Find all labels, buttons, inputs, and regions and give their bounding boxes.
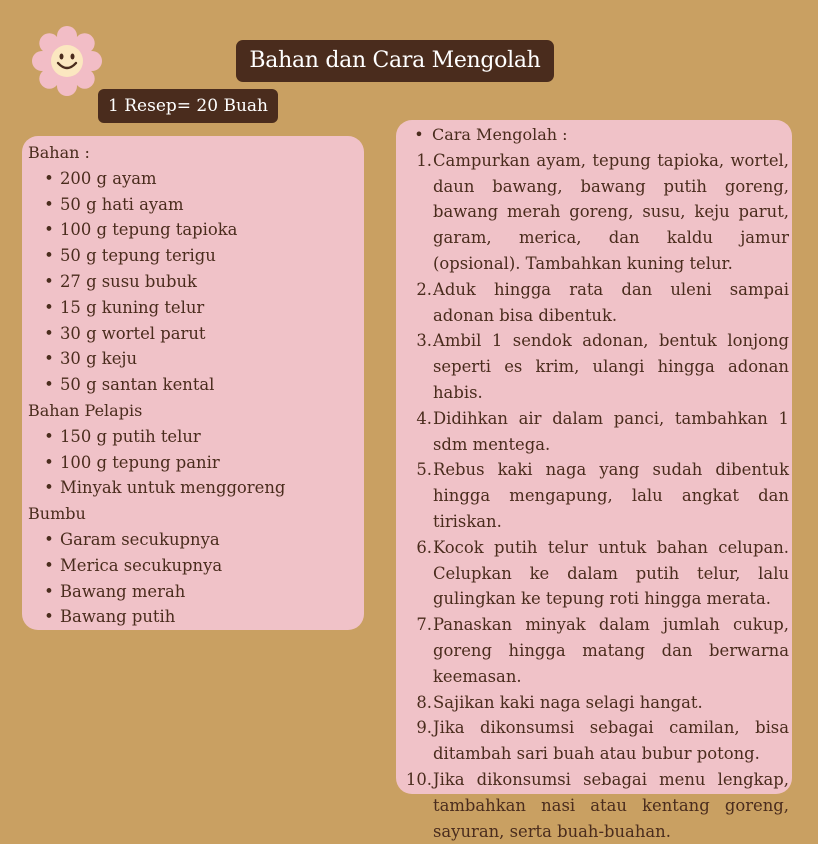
step-text: Panaskan minyak dalam jumlah cukup, goreng hingga matang dan berwarna keemasan. <box>433 615 789 686</box>
section-heading-bahan: Bahan : <box>28 143 90 162</box>
step-item <box>402 690 789 716</box>
section-heading-pelapis: Bahan Pelapis <box>28 400 143 420</box>
step-item <box>402 457 789 534</box>
ingredient-item: • 50 g hati ayam <box>28 192 358 218</box>
ingredient-item: • Bawang merah <box>28 579 358 605</box>
section-heading-bumbu: Bumbu <box>28 504 86 524</box>
step-item <box>402 612 789 689</box>
page-title: Bahan dan Cara Mengolah <box>236 40 554 82</box>
step-number: 8. <box>416 692 432 712</box>
step-text: Jika dikonsumsi sebagai menu lengkap, tambahkan nasi atau kentang goreng, sayuran, serta buah-buahan. <box>433 769 789 841</box>
step-text: Campurkan ayam, tepung tapioka, wortel, daun bawang, bawang putih goreng, bawang merah goreng, susu, keju parut, garam, merica, dan kaldu jamur (opsional). Tambahkan kuning telur. <box>433 150 789 273</box>
ingredient-item: • 30 g keju <box>28 346 358 372</box>
step-number: 5. <box>416 460 432 480</box>
ingredient-item: • 27 g susu bubuk <box>28 269 358 295</box>
ingredient-item: • 50 g santan kental <box>28 372 358 398</box>
step-number: 2. <box>416 279 432 299</box>
step-number: 3. <box>416 331 432 351</box>
step-item <box>402 715 789 767</box>
step-text: Kocok putih telur untuk bahan celupan. Celupkan ke dalam putih telur, lalu gulingkan ke tepung roti hingga merata. <box>433 537 789 609</box>
step-text: Rebus kaki naga yang sudah dibentuk hingga mengapung, lalu angkat dan tiriskan. <box>433 460 789 531</box>
method-panel <box>396 120 792 841</box>
ingredient-item: • 100 g tepung tapioka <box>28 217 358 243</box>
step-text: Aduk hingga rata dan uleni sampai adonan bisa dibentuk. <box>433 279 789 325</box>
ingredients-panel <box>22 136 364 630</box>
step-number: 9. <box>416 718 432 738</box>
step-text: Jika dikonsumsi sebagai camilan, bisa ditambah sari buah atau bubur potong. <box>433 718 789 764</box>
ingredient-item: • 50 g tepung terigu <box>28 243 358 269</box>
step-item <box>402 535 789 612</box>
steps-list <box>402 148 789 844</box>
step-item <box>402 767 789 844</box>
step-number: 4. <box>416 408 432 428</box>
ingredient-item: • 15 g kuning telur <box>28 295 358 321</box>
pelapis-list <box>28 424 358 501</box>
step-text: Didihkan air dalam panci, tambahkan 1 sdm mentega. <box>433 408 789 454</box>
step-number: 10. <box>405 769 432 789</box>
step-text: Ambil 1 sendok adonan, bentuk lonjong seperti es krim, ulangi hingga adonan habis. <box>433 331 789 402</box>
step-item <box>402 328 789 405</box>
step-item <box>402 148 789 277</box>
bahan-list <box>28 166 358 398</box>
yield-badge: 1 Resep= 20 Buah <box>98 89 278 123</box>
step-item <box>402 277 789 329</box>
bumbu-list <box>28 527 358 630</box>
step-number: 1. <box>416 150 432 170</box>
section-heading-cara: • Cara Mengolah : <box>402 122 789 148</box>
smiley-flower-icon <box>28 22 106 100</box>
ingredient-item: • 100 g tepung panir <box>28 450 358 476</box>
step-item <box>402 406 789 458</box>
ingredient-item: • Merica secukupnya <box>28 553 358 579</box>
step-number: 7. <box>416 615 432 635</box>
ingredient-item: • 150 g putih telur <box>28 424 358 450</box>
step-number: 6. <box>416 537 432 557</box>
ingredient-item: • 200 g ayam <box>28 166 358 192</box>
ingredient-item: • Minyak untuk menggoreng <box>28 475 358 501</box>
step-text: Sajikan kaki naga selagi hangat. <box>433 692 703 712</box>
ingredient-item: • Bawang putih <box>28 604 358 630</box>
ingredient-item: • 30 g wortel parut <box>28 321 358 347</box>
ingredient-item: • Garam secukupnya <box>28 527 358 553</box>
